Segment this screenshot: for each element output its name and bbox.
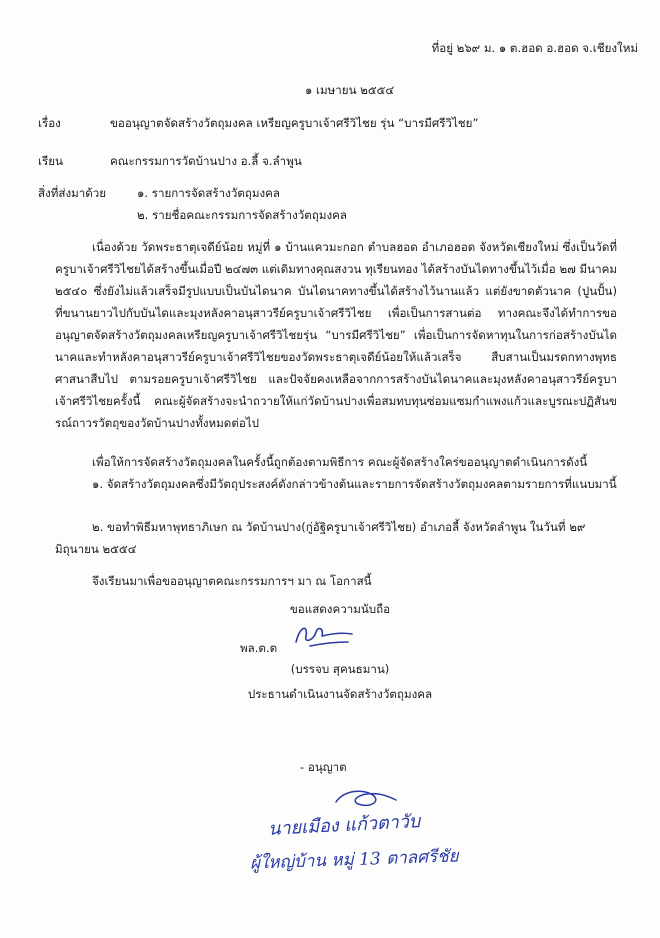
handwritten-name: นายเมือง แก้วตาวับ [267, 811, 421, 840]
sender-address: ที่อยู่ ๒๖๙ ม. ๑ ต.ฮอด อ.ฮอด จ.เชียงใหม่ [431, 41, 638, 55]
closing-text: จึงเรียนมาเพื่อขออนุญาตคณะกรรมการฯ มา ณ โอกาสนี้ [92, 574, 372, 588]
handwritten-signature [330, 786, 400, 810]
signer-name: (บรรจบ สุคนธมาน) [290, 662, 390, 676]
enclosure-item: ๑. รายการจัดสร้างวัตถุมงคล [137, 186, 281, 200]
signature-image [290, 620, 360, 652]
signer-rank: พล.ต.ต [240, 641, 278, 655]
body-paragraph: เพื่อให้การจัดสร้างวัตถุมงคลในครั้งนี้ถูกต้องตามพิธีการ คณะผู้จัดสร้างใคร่ขออนุญาตดำเนินการดังนี้ [92, 455, 588, 469]
request-item: ๒. ขอทำพิธีมหาพุทธาภิเษก ณ วัดบ้านปาง(กู่อัฐิครูบาเจ้าศรีวิไชย) อำเภอลี้ จังหวัดลำพูน ในวันที่ ๒๙ มิถุนายน ๒๕๕๔ [55, 520, 586, 556]
enclosure-item: ๒. รายชื่อคณะกรรมการจัดสร้างวัตถุมงคล [137, 208, 348, 222]
request-item: ๑. จัดสร้างวัตถุมงคลซึ่งมีวัตถุประสงค์ดังกล่าวข้างต้นและรายการจัดสร้างวัตถุมงคลตามรายการที่แนบมานี้ [92, 477, 617, 491]
enclosures-label: สิ่งที่ส่งมาด้วย [38, 186, 107, 200]
signer-position: ประธานดำเนินงานจัดสร้างวัตถุมงคล [247, 687, 433, 701]
handwritten-title: ผู้ใหญ่บ้าน หมู่ 13 ตาลศรีชัย [249, 846, 459, 874]
regards-text: ขอแสดงความนับถือ [289, 602, 391, 616]
approval-label: - อนุญาต [300, 760, 347, 774]
handwritten-approval [250, 780, 510, 880]
recipient-label: เรียน [38, 154, 63, 168]
subject-text: ขออนุญาตจัดสร้างวัตถุมงคล เหรียญครูบาเจ้าศรีวิไชย รุ่น “บารมีศรีวิไชย” [110, 116, 479, 130]
subject-label: เรื่อง [38, 116, 61, 130]
letter-date: ๑ เมษายน ๒๕๕๔ [305, 83, 395, 97]
body-paragraph: เนื่องด้วย วัดพระธาตุเจดีย์น้อย หมู่ที่ ๑ บ้านแควมะกอก ตำบลฮอด อำเภอฮอด จังหวัดเชียงใหม่ ซึ่งเป็นวัดที่ครูบาเจ้าศรีวิไชยได้สร้างขึ้นเมื่อปี ๒๔๗๓ แต่เดิมทางคุณสงวน ทุเรียนทอง ได้สร้างบันไดทางขึ้นไว้เมื่อ ๒๗ มีนาคม ๒๕๔๐ ซึ่งยังไม่แล้วเสร็จมีรูปแบบเป็นบันไดนาค บันไดนาคทางขึ้นได้สร้างไว้นานแล้ว แต่ยังขาดตัวนาค (ปูนปั้น) ที่ขนานยาวไปกับบันไดและมุงหลังคาอนุสาวรีย์ครูบาเจ้าศรีวิไชย เพื่อเป็นการสานต่อ ทางคณะจึงได้ทำการขออนุญาตจัดสร้างวัตถุมงคลเหรียญครูบาเจ้าศรีวิไชยรุ่น “บารมีศรีวิไชย” เพื่อเป็นการจัดหาทุนในการก่อสร้างบันไดนาคและทำหลังคาอนุสาวรีย์ครูบาเจ้าศรีวิไชยของวัดพระธาตุเจดีย์น้อยให้แล้วเสร็จ สืบสานเป็นมรดกทางพุทธศาสนาสืบไป ตามรอยครูบาเจ้าศรีวิไชย และปัจจัยคงเหลือจากการสร้างบันไดนาคและมุงหลังคาอนุสาวรีย์ครูบาเจ้าศรีวิไชยครั้งนี้ คณะผู้จัดสร้างจะนำถวายให้แก่วัดบ้านปางเพื่อสมทบทุนซ่อมแซมกำแพงแก้วและบูรณะปฏิสันขรณ์ถาวรวัตถุของวัดบ้านปางทั้งหมดต่อไป [55, 240, 617, 430]
recipient-text: คณะกรรมการวัดบ้านปาง อ.ลี้ จ.ลำพูน [110, 154, 302, 168]
